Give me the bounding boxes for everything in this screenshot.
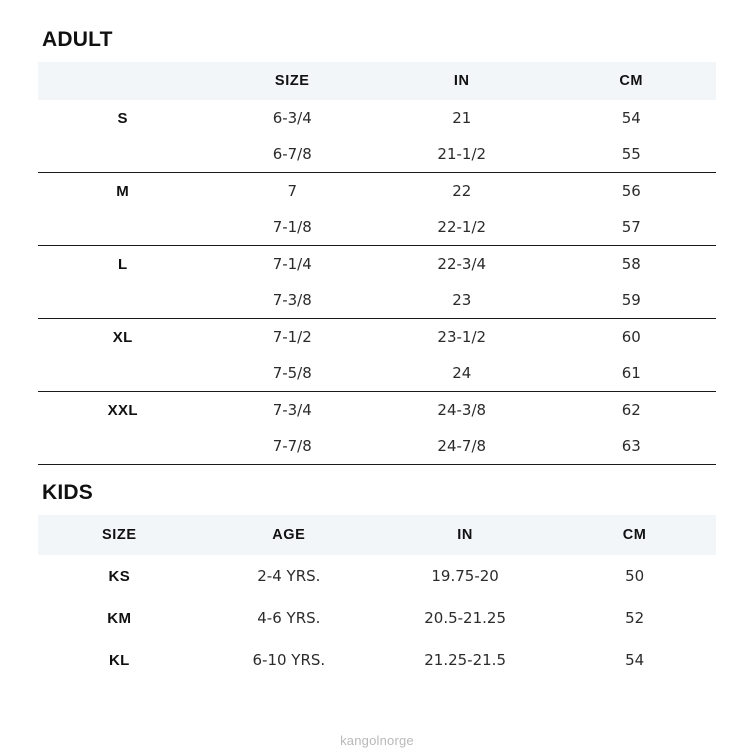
- adult-row-in: 24-3/8: [377, 392, 547, 429]
- adult-row-label: S: [117, 109, 128, 127]
- kids-row-in: 21.25-21.5: [424, 651, 506, 669]
- adult-row-cm: 57: [621, 218, 641, 236]
- adult-row-cm: 62: [547, 392, 717, 429]
- adult-row-in: 24: [452, 364, 472, 382]
- kids-row-label: KM: [107, 609, 132, 627]
- table-row: [38, 597, 716, 639]
- kids-row-age: 2-4 YRS.: [257, 567, 321, 585]
- table-row: [38, 428, 716, 465]
- adult-header-blank: [38, 62, 208, 100]
- kids-size-table: [38, 515, 716, 681]
- adult-row-cm: 54: [621, 109, 641, 127]
- kids-section-title: KIDS: [42, 481, 93, 504]
- adult-row-size: 7: [208, 173, 378, 210]
- adult-row-size: 7-1/8: [272, 218, 312, 236]
- adult-row-cm: 56: [547, 173, 717, 210]
- adult-row-cm: 58: [547, 246, 717, 283]
- adult-row-size: 7-1/4: [208, 246, 378, 283]
- adult-row-label: XXL: [38, 392, 208, 429]
- kids-row-in: 19.75-20: [431, 567, 499, 585]
- adult-row-size: 7-5/8: [272, 364, 312, 382]
- adult-row-in: 23-1/2: [377, 319, 547, 356]
- kids-row-age: 4-6 YRS.: [257, 609, 321, 627]
- table-row: [38, 282, 716, 319]
- adult-row-in: 23: [452, 291, 472, 309]
- adult-row-in: 22-3/4: [377, 246, 547, 283]
- adult-header-in: IN: [377, 62, 547, 100]
- adult-row-in: 22: [377, 173, 547, 210]
- adult-row-cm: 61: [621, 364, 641, 382]
- adult-row-label: [38, 282, 208, 319]
- table-row: [38, 392, 716, 429]
- table-row: [38, 246, 716, 283]
- kids-header-age: AGE: [201, 515, 377, 555]
- adult-row-cm: 63: [547, 428, 717, 465]
- kids-row-label: KL: [108, 651, 130, 669]
- adult-row-label: [38, 355, 208, 392]
- adult-row-in: 22-1/2: [437, 218, 487, 236]
- adult-row-label: M: [38, 173, 208, 210]
- table-row: [38, 173, 716, 210]
- adult-row-size: 7-1/2: [208, 319, 378, 356]
- kids-row-cm: 54: [625, 651, 645, 669]
- kids-row-cm: 52: [625, 609, 645, 627]
- kids-row-age: 6-10 YRS.: [252, 651, 326, 669]
- adult-table-body: [38, 100, 716, 465]
- adult-row-label: L: [38, 246, 208, 283]
- adult-size-table: [38, 62, 716, 465]
- adult-row-cm: 60: [547, 319, 717, 356]
- adult-section-title: ADULT: [42, 28, 113, 51]
- adult-row-size: 7-7/8: [208, 428, 378, 465]
- adult-row-label: [38, 428, 208, 465]
- adult-row-size: 7-3/8: [272, 291, 312, 309]
- table-row: [38, 355, 716, 392]
- table-row: [38, 639, 716, 681]
- adult-row-size: 6-7/8: [272, 145, 312, 163]
- kids-header-size: SIZE: [38, 515, 201, 555]
- adult-row-label: XL: [38, 319, 208, 356]
- kids-row-label: KS: [108, 567, 131, 585]
- watermark: kangolnorge: [340, 733, 414, 748]
- kids-table-head: [38, 515, 716, 555]
- adult-header-size: SIZE: [208, 62, 378, 100]
- adult-row-size: 6-3/4: [272, 109, 312, 127]
- table-row: [38, 209, 716, 246]
- table-row: [38, 319, 716, 356]
- table-row: [38, 555, 716, 597]
- adult-row-cm: 59: [621, 291, 641, 309]
- kids-header-in: IN: [377, 515, 553, 555]
- kids-table-body: [38, 555, 716, 681]
- adult-header-cm: CM: [547, 62, 717, 100]
- kids-row-in: 20.5-21.25: [424, 609, 506, 627]
- adult-row-cm: 55: [621, 145, 641, 163]
- adult-row-size: 7-3/4: [208, 392, 378, 429]
- table-row: [38, 136, 716, 173]
- kids-row-cm: 50: [625, 567, 645, 585]
- adult-row-label: [38, 136, 208, 173]
- kids-header-row: [38, 515, 716, 555]
- table-row: [38, 100, 716, 136]
- adult-table-head: [38, 62, 716, 100]
- adult-row-in: 24-7/8: [377, 428, 547, 465]
- adult-header-row: [38, 62, 716, 100]
- adult-row-in: 21-1/2: [437, 145, 487, 163]
- adult-row-label: [38, 209, 208, 246]
- adult-row-in: 21: [452, 109, 472, 127]
- kids-header-cm: CM: [553, 515, 716, 555]
